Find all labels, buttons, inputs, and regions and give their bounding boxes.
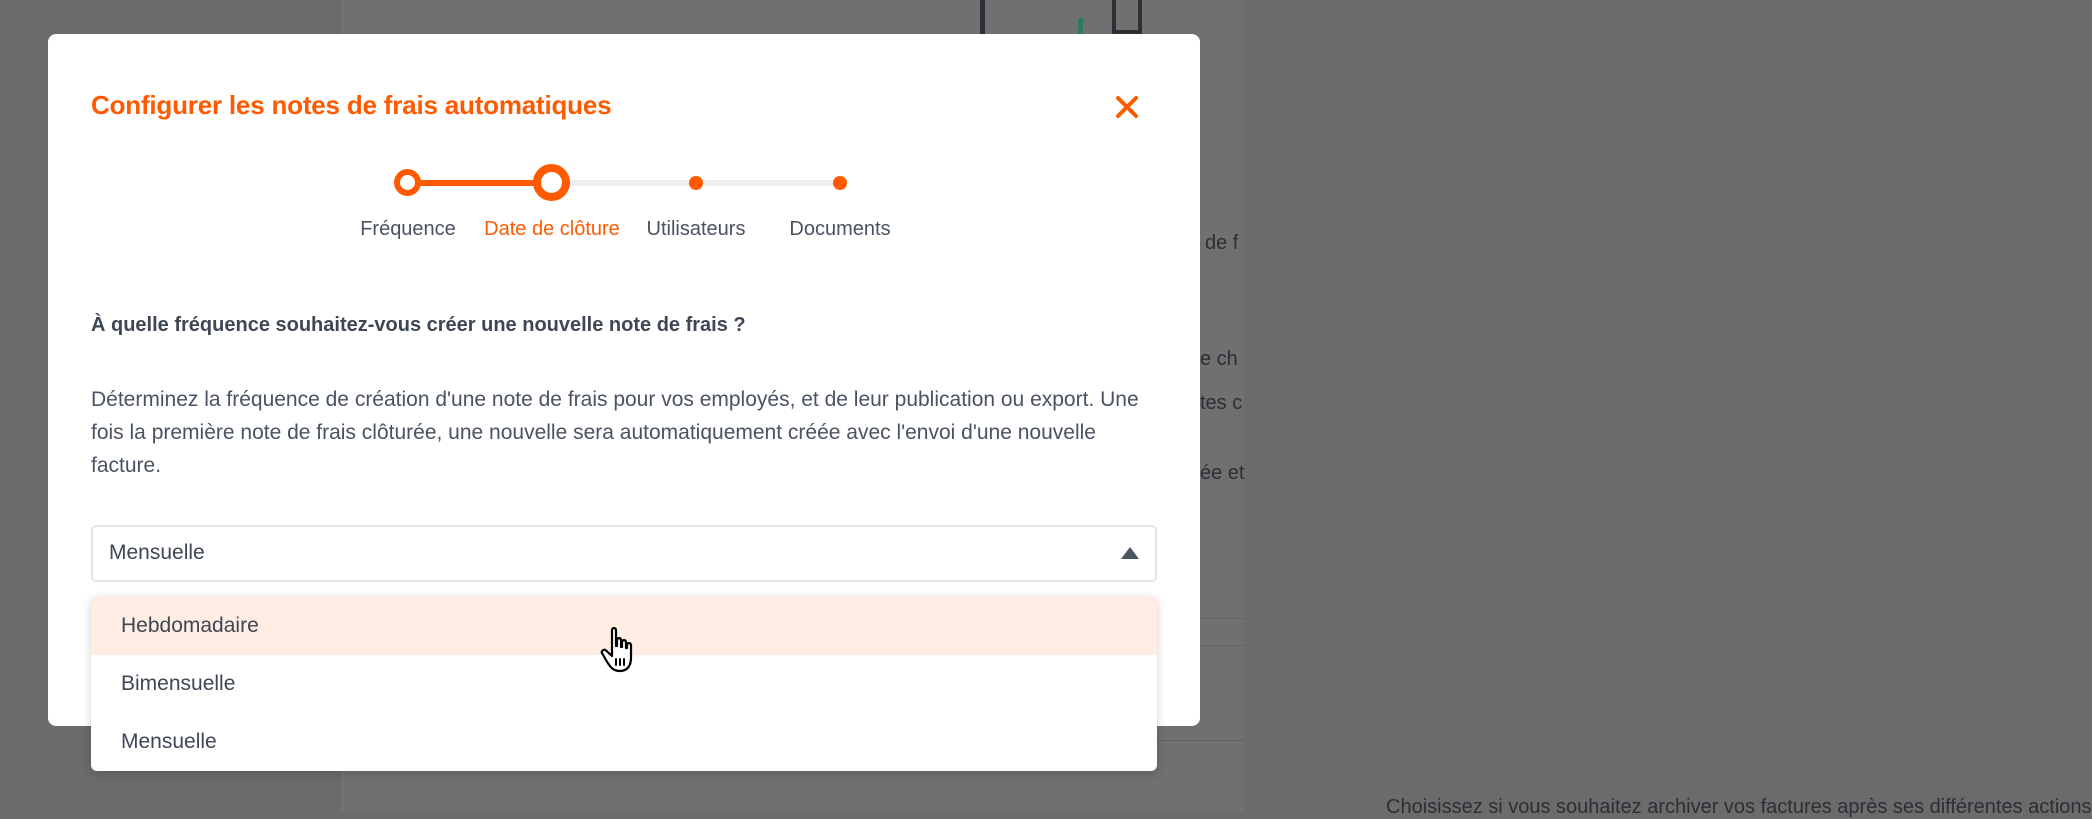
caret-up-icon [1121,547,1139,559]
stepper-progress [407,180,550,186]
background-text: tes c [1200,392,1243,414]
frequency-dropdown-menu [91,597,1157,771]
background-text: de f [1205,232,1239,254]
close-button[interactable] [1112,92,1142,122]
frequency-select[interactable] [91,525,1157,582]
step-dot-frequence[interactable] [394,169,421,196]
step-dot-documents[interactable] [833,176,847,190]
background-separator [1157,740,1244,741]
background-text: Choisissez si vous souhaitez archiver vos factures après ses différentes actions [1386,796,2092,818]
step-label-frequence[interactable]: Fréquence [360,218,456,240]
close-icon [1112,92,1142,122]
background-text: ée et [1200,462,1245,484]
modal-title: Configurer les notes de frais automatiques [91,90,612,120]
description-text: Déterminez la fréquence de création d'une note de frais pour vos employés, et de leur publication ou export. Une fois la première note de frais clôturée, une nouvelle sera automatiquement créée avec l'envoi d'une nouvelle facture. [91,388,1139,477]
question-heading: À quelle fréquence souhaitez-vous créer une nouvelle note de frais ? [91,314,746,336]
background-text: e ch [1200,348,1238,370]
select-value: Mensuelle [109,541,205,564]
background-bar [1112,0,1142,34]
hand-pointer-icon [600,626,644,676]
option-hebdomadaire[interactable]: Hebdomadaire [91,597,1157,655]
option-mensuelle[interactable]: Mensuelle [121,730,217,753]
background-bar [1078,18,1083,34]
background-chart-fragment [978,0,1148,34]
background-bar [980,0,985,34]
step-dot-utilisateurs[interactable] [689,176,703,190]
option-bimensuelle[interactable]: Bimensuelle [121,672,236,695]
stepper [48,164,1200,274]
step-label-date-cloture[interactable]: Date de clôture [484,218,620,240]
step-dot-date-cloture[interactable] [533,164,570,201]
step-label-utilisateurs[interactable]: Utilisateurs [646,218,746,240]
step-label-documents[interactable]: Documents [789,218,891,240]
